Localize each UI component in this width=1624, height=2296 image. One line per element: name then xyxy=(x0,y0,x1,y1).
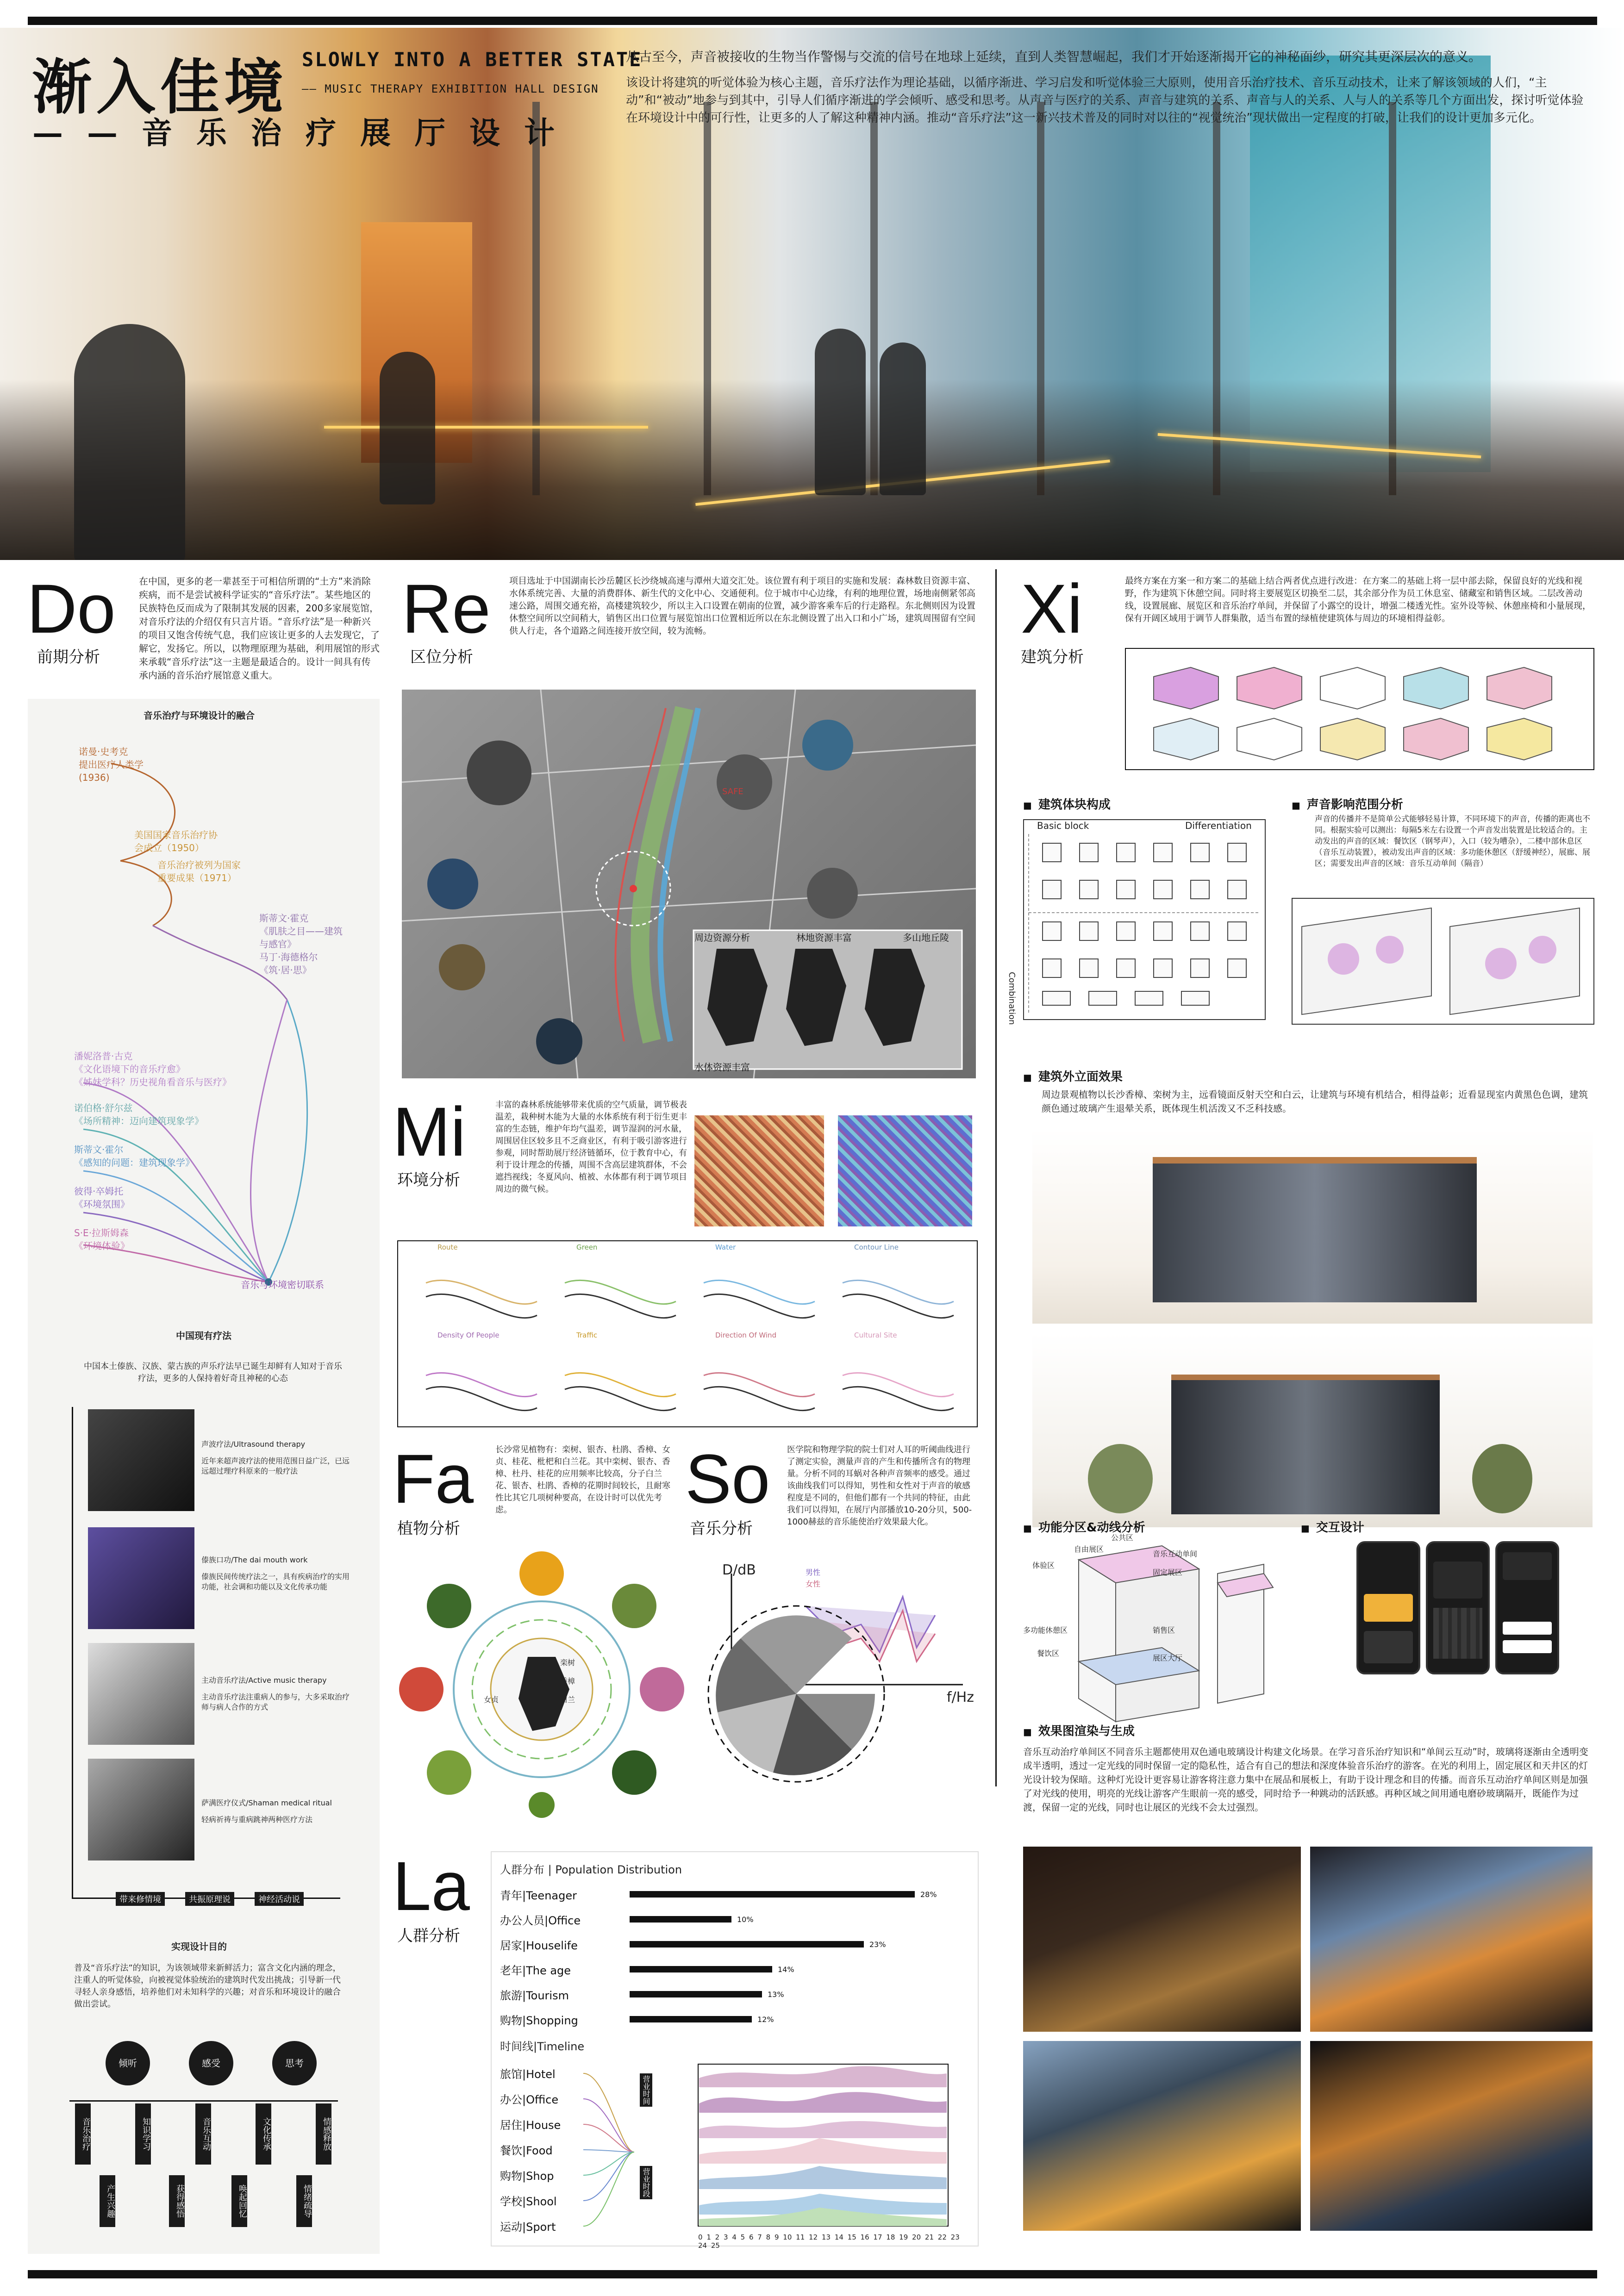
section-do-title: Do xyxy=(27,570,116,647)
render-text: 音乐互动治疗单间区不同音乐主题都使用双色通电玻璃设计构建文化场景。在学习音乐治疗知识和“单间云互动”时，玻璃将逐渐由全透明变成半透明，透过一定光线的同时保留一定的隐私性，适合有自己的想法和深度体验音乐治疗的游客。在光的利用上，固定展区和天井区的灯光设计较为保暗。这种灯光设计更容易让游客将注意力集中在展品和展板上，有助于设计理念和目的传播。而音乐互动治疗单间区则是加强了对光线的使用，明亮的光线让游客产生眼前一亮的感受，同时给予一种跳动的活跃感。再种区域之间用通电磨砂玻璃隔开，既能作为过渡，保留一定的光线，同时也让展区的光线不会太过强烈。 xyxy=(1023,1746,1588,1813)
hour-tick: 20 xyxy=(912,2233,921,2241)
environment-heatmap-2 xyxy=(838,1115,972,1226)
goal-box: 情感释放 xyxy=(316,2103,331,2165)
basic-block-board xyxy=(1023,819,1266,1020)
pop-label: 老年|The age xyxy=(500,1964,571,1977)
env-map-label: Direction Of Wind xyxy=(715,1331,777,1339)
section-fa-text: 长沙常见植物有：栾树、银杏、杜鹃、香樟、女贞、桂花、枇杷和白兰花。其中栾树、银杏、香樟、杜丹、桂花的应用频率比较高，分子白兰花、银杏、杜鹃、香樟的花期时间较长，且耐寒性比其它几项树种要高，在设计时可以优先考虑。 xyxy=(495,1445,670,1515)
timeline-hours xyxy=(698,2233,971,2250)
place-label: 餐饮|Food xyxy=(500,2144,553,2157)
section-xi-subtitle: 建筑分析 xyxy=(1021,648,1084,666)
hour-tick: 2 xyxy=(715,2233,720,2241)
poster-title-en: SLOWLY INTO A BETTER STATE xyxy=(302,48,643,71)
phone-mockup-2 xyxy=(1426,1541,1490,1674)
top-rule xyxy=(28,17,1597,25)
hour-tick: 13 xyxy=(821,2233,831,2241)
zone-label: 多功能休憩区 xyxy=(1023,1626,1068,1635)
therapy-item xyxy=(201,1439,350,1476)
pop-bar xyxy=(630,1941,864,1948)
flow-item: 共振原理说 xyxy=(185,1892,234,1906)
do-heading-3-text: 普及“音乐疗法”的知识，为该领域带来新鲜活力；富含文化内涵的理念，注重人的听觉体验，向被视觉体验统治的建筑时代发出挑战；引导新一代寻轻人亲身感悟，培养他们对未知科学的兴趣；对音乐和环境设计的融合做出尝试。 xyxy=(74,1963,341,2009)
section-xi-text: 最终方案在方案一和方案二的基础上结合两者优点进行改进：在方案二的基础上将一层中部去除，保留良好的光线和视野，作为建筑下休憩空间。同时将主要展览区切换至二层，其余部分作为员工休息室、储藏室和销售区域。二层改善动线，设置展廊、展览区和音乐治疗单间，并保留了小露空的设计，增强二楼透光性。室外设等候、休憩座椅和小量展现，保有开阔区域用于调节人群集散，适当布置的绿植使建筑体与周边的环境相得益彰。 xyxy=(1125,576,1592,623)
hour-tick: 24 xyxy=(698,2241,707,2250)
hour-tick: 25 xyxy=(711,2241,720,2250)
hour-tick: 18 xyxy=(886,2233,895,2241)
env-map-label: Density Of People xyxy=(437,1331,500,1339)
interior-render-2 xyxy=(1310,1847,1593,2032)
therapy-photo-dai xyxy=(88,1527,194,1629)
section-mi-subtitle: 环境分析 xyxy=(397,1171,460,1189)
section-la-title: La xyxy=(393,1847,470,1925)
building-facade xyxy=(1153,1157,1477,1302)
hour-tick: 10 xyxy=(783,2233,792,2241)
hour-tick: 6 xyxy=(749,2233,754,2241)
do-heading-2: 中国现有疗法 xyxy=(176,1330,231,1341)
goal-badge: 思考 xyxy=(272,2041,317,2085)
do-heading-2-text: 中国本土傣族、汉族、蒙古族的声乐疗法早已诞生却鲜有人知对于音乐疗法，更多的人保持着好奇且神秘的心态 xyxy=(84,1362,342,1383)
env-map-label: Traffic xyxy=(576,1331,598,1339)
place-label: 购物|Shop xyxy=(500,2170,554,2183)
therapy-item xyxy=(201,1555,350,1592)
pop-label: 青年|Teenager xyxy=(500,1889,577,1902)
timeline-item: 彼得·卒姆托 《环境氛围》 xyxy=(74,1186,130,1210)
do-heading-3: 实现设计目的 xyxy=(171,1941,227,1952)
timeline-curves xyxy=(28,722,380,1300)
map-roads xyxy=(402,690,976,1078)
facade-text: 周边景观植物以长沙香樟、栾树为主，远看镜面反射天空和白云，让建筑与环境有机结合，相得益彰；近看显现室内黄黑色色调，建筑颜色通过玻璃产生退晕关系，既体现生机活泼又不乏科技感。 xyxy=(1042,1089,1588,1114)
section-la-subtitle: 人群分析 xyxy=(397,1927,460,1945)
differentiation-label: Differentiation xyxy=(1185,820,1252,831)
xi-sub-4: ■ 功能分区&动线分析 xyxy=(1023,1518,1145,1535)
interior-render-1 xyxy=(1023,1847,1301,2032)
hour-tick: 4 xyxy=(732,2233,737,2241)
therapy-text: 傣族民间传统疗法之一，具有疾病治疗的实用功能，社会调和功能以及文化传承功能 xyxy=(201,1572,350,1591)
massing-options-board xyxy=(1125,648,1594,770)
poster-title-en-sub: —— MUSIC THERAPY EXHIBITION HALL DESIGN xyxy=(302,82,599,95)
sound-range-text: 声音的传播并不是简单公式能够轻易计算，不同环境下的声音，传播的距离也不同。根据实验可以测出：每隔5米左右设置一个声音发出装置是比较适合的。主动发出的声音的区域：餐饮区（钢琴声），入口（较为嘈杂），二楼中部休息区（音乐互动装置），被动发出声音的区域：多功能休憩区（舒缓神经），展廊、展区；需要发出声音的区域：音乐互动单间（隔音） xyxy=(1315,815,1590,868)
therapy-text: 轻病祈祷与重病跳神两种医疗方法 xyxy=(201,1815,313,1824)
facade-render-1 xyxy=(1032,1129,1593,1324)
basic-block-grid xyxy=(1024,820,1265,1019)
plant-label: 桂花 xyxy=(528,1695,543,1704)
hour-tick: 19 xyxy=(899,2233,908,2241)
zone-label: 固定展区 xyxy=(1153,1568,1183,1577)
goal-box: 产生兴趣 xyxy=(100,2175,115,2227)
timeline-title: 时间线|Timeline xyxy=(500,2040,585,2053)
visitor-silhouette xyxy=(880,342,926,495)
hour-tick: 17 xyxy=(873,2233,882,2241)
therapy-item xyxy=(201,1798,350,1825)
therapy-spine xyxy=(72,1407,73,1898)
population-title: 人群分布 | Population Distribution xyxy=(500,1863,682,1876)
therapy-text: 近年来超声波疗法的使用范围日益广泛，已远远超过理疗科原来的一般疗法 xyxy=(201,1456,350,1475)
intro-paragraph-2: 该设计将建筑的听觉体验为核心主题，音乐疗法作为理论基础，以循序渐进、学习启发和听觉体验三大原则，使用音乐治疗技术、音乐互动技术，让来了解该领域的人们，“主动”和“被动”地参与到其中，引导人们循序渐进的学会倾听、感受和思考。从声音与医疗的关系、声音与建筑的关系、声音与人的关系、人与人的关系等几个方面出发，探讨听觉体验在环境设计中的可行性，让更多的人了解这种精神内涵。推动“音乐疗法”这一新兴技术普及的同时对以往的“视觉统治”现状做出一定程度的打破，让我们的设计更加多元化。 xyxy=(626,76,1584,125)
map-label: 林地资源丰富 xyxy=(796,932,852,943)
timeline-item: 斯蒂文·霍尔 《感知的问题：建筑现象学》 xyxy=(74,1144,194,1168)
timeline-item: 潘妮洛普·古克 《文化语境下的音乐疗愈》 《姊妹学科？历史视角看音乐与医疗》 xyxy=(74,1051,231,1088)
place-label: 办公|Office xyxy=(500,2093,559,2106)
goal-box: 知识学习 xyxy=(135,2103,151,2165)
visitor-silhouette xyxy=(74,324,185,560)
pop-label: 购物|Shopping xyxy=(500,2014,578,2027)
so-y-label: D/dB xyxy=(722,1562,756,1578)
section-do-text: 在中国，更多的老一辈甚至于可相信所谓的“土方”来消除疾病，而不是尝试被科学证实的“音乐疗法”。某些地区的民族特色反而成为了限制其发展的因素，200多家展览馆，对音乐疗法的介绍仅有只言片语。“音乐疗法”是一种新兴的项目又饱含传统气息，我们应该让更多的人去发现它，了解它，发扬它。所以，以物理原理为基础，利用展馆的形式来承载“音乐疗法”这一主题是最适合的。设计一间具有传承内涵的音乐治疗展馆意义重大。 xyxy=(139,576,380,681)
section-re-title: Re xyxy=(402,570,491,647)
bottom-rule xyxy=(28,2270,1597,2278)
env-map-label: Green xyxy=(576,1243,598,1251)
place-label: 学校|Shool xyxy=(500,2195,557,2208)
column-divider xyxy=(995,569,997,1786)
plant-label: 栾树 xyxy=(560,1658,575,1667)
hero-floor xyxy=(0,380,1624,560)
place-label: 运动|Sport xyxy=(500,2221,556,2234)
combination-label: Combination xyxy=(1007,972,1017,1025)
hour-tick: 0 xyxy=(698,2233,703,2241)
therapy-photo-ultrasound xyxy=(88,1409,194,1511)
zone-label: 餐饮区 xyxy=(1037,1649,1060,1658)
xi-sub-1: ■ 建筑体块构成 xyxy=(1023,795,1111,812)
zone-label: 自由展区 xyxy=(1074,1545,1104,1554)
section-xi-title: Xi xyxy=(1021,570,1083,647)
pop-label: 居家|Houselife xyxy=(500,1939,578,1952)
pop-bar xyxy=(630,2016,752,2022)
visitor-silhouette xyxy=(815,329,866,495)
pop-label: 办公人员|Office xyxy=(500,1914,581,1927)
env-map-label: Water xyxy=(715,1243,736,1251)
phone-equalizer[interactable] xyxy=(1433,1608,1482,1659)
massing-options xyxy=(1126,649,1593,769)
zone-label: 音乐互动单间 xyxy=(1153,1549,1198,1558)
pop-percent: 13% xyxy=(768,1990,784,1999)
phone-button[interactable] xyxy=(1503,1640,1552,1653)
tree xyxy=(1472,1444,1532,1513)
timeline-item: 斯蒂文·霍克 《肌肤之目——建筑 与感官》 马丁·海德格尔 《筑·居·思》 xyxy=(259,913,343,976)
timeline-item: 诺曼·史考克 提出医疗人类学 (1936) xyxy=(79,746,144,783)
zone-label: 公共区 xyxy=(1111,1533,1134,1542)
basic-block-label: Basic block xyxy=(1037,820,1089,831)
interior-render-3 xyxy=(1023,2041,1301,2231)
hour-tick: 7 xyxy=(757,2233,762,2241)
env-map-label: Route xyxy=(437,1243,458,1251)
hour-tick: 8 xyxy=(766,2233,771,2241)
section-so-title: So xyxy=(685,1440,770,1518)
plant-label: 白兰 xyxy=(560,1695,575,1704)
therapy-title: 主动音乐疗法/Active music therapy xyxy=(201,1676,327,1685)
xi-sub-5: ■ 交互设计 xyxy=(1301,1518,1364,1535)
goal-badge: 感受 xyxy=(189,2041,233,2085)
env-map-label: Contour Line xyxy=(854,1243,899,1251)
section-so-text: 医学院和物理学院的院士们对人耳的听阈曲线进行了测定实验，测量声音的产生和传播所含有的物理量。分析不同的耳蜗对各种声音频率的感受。通过该曲线我们可以得知，男性和女性对于声音的敏感程度是不同的，但他们都有一个共同的特征，由此我们可以得知，在展厅内部播放10-20分贝，500-1000赫兹的音乐能使治疗效果最大化。 xyxy=(787,1445,972,1527)
section-so-subtitle: 音乐分析 xyxy=(690,1519,753,1538)
goal-box: 唤起回忆 xyxy=(231,2175,247,2227)
hour-tick: 15 xyxy=(847,2233,856,2241)
sound-range-diagram xyxy=(1293,899,1593,1024)
hour-tick: 21 xyxy=(924,2233,934,2241)
do-heading: 音乐治疗与环境设计的融合 xyxy=(144,710,255,721)
goal-box: 音乐互动 xyxy=(195,2103,211,2165)
pop-bar xyxy=(630,1891,915,1898)
zone-label: 体验区 xyxy=(1032,1561,1055,1570)
goal-line xyxy=(69,2100,338,2102)
hour-tick: 5 xyxy=(740,2233,745,2241)
timeline-axis-label: 营业时间 xyxy=(640,2073,652,2107)
therapy-photo-active xyxy=(88,1643,194,1745)
env-map-label: Cultural Site xyxy=(854,1331,897,1339)
section-fa-subtitle: 植物分析 xyxy=(397,1519,460,1538)
hour-tick: 1 xyxy=(706,2233,711,2241)
therapy-title: 傣族口功/The dai mouth work xyxy=(201,1556,308,1564)
timeline-item: 诺伯格·舒尔兹 《场所精神：迈向建筑现象学》 xyxy=(74,1102,204,1126)
phone-mockup-3 xyxy=(1495,1541,1559,1674)
goal-box: 获得感悟 xyxy=(169,2175,185,2227)
zone-label: 销售区 xyxy=(1153,1626,1175,1635)
hour-tick: 23 xyxy=(950,2233,960,2241)
building-facade xyxy=(1171,1375,1440,1514)
phone-card[interactable] xyxy=(1433,1562,1482,1599)
therapy-photo-shaman xyxy=(88,1759,194,1860)
pop-percent: 12% xyxy=(757,2015,774,2024)
hour-tick: 12 xyxy=(809,2233,818,2241)
phone-card[interactable] xyxy=(1364,1631,1413,1663)
plant-label: 银杏 xyxy=(528,1658,543,1667)
so-legend: 女性 xyxy=(806,1580,821,1588)
poster-subtitle-cn: ——音乐治疗展厅设计 xyxy=(32,115,579,151)
section-do-subtitle: 前期分析 xyxy=(37,648,100,666)
pop-percent: 28% xyxy=(920,1890,937,1899)
pop-percent: 23% xyxy=(869,1940,886,1949)
goal-badge: 倾听 xyxy=(106,2041,150,2085)
tree xyxy=(1088,1444,1153,1513)
timeline-item: S·E·拉斯姆森 《环境体验》 xyxy=(74,1227,130,1251)
environment-heatmap-1 xyxy=(694,1115,824,1226)
hour-tick: 22 xyxy=(937,2233,947,2241)
interior-render-4 xyxy=(1310,2041,1593,2231)
xi-sub-2: ■ 声音影响范围分析 xyxy=(1292,795,1403,812)
plant-label: 杜鹃 xyxy=(528,1677,543,1686)
section-mi-text: 丰富的森林系统能够带来优质的空气质量，调节极表温差，栽种树木能为大量的水体系统有利于衍生更丰富的生态链，维护年均气温差，调节湿润的河水量，周围居住区较多且不乏商业区，有利于吸引游客进行参观，同时帮助展厅经济链循环，位于教育中心，有利于设计理念的传播，周围不含高层建筑群体，不会遮挡视线；冬夏风向、植被、水体都有利于调节项目周边的微气候。 xyxy=(495,1100,687,1194)
timeline-axis-label: 营业时段 xyxy=(640,2166,652,2199)
flow-item: 神经活动说 xyxy=(255,1892,304,1906)
pop-bar xyxy=(630,1991,762,1997)
section-re-text: 项目选址于中国湖南长沙岳麓区长沙绕城高速与潭州大道交汇处。该位置有利于项目的实施和发展：森林数目资源丰富、水体系统完善、大量的消费群体、新生代的文化中心、交通便利。位于城市中心边缘，有利的地理位置，场地南侧紧邻高速公路，周围交通充裕，高楼建筑较少，所以主入口设置在朝南的位置，减少游客乘车后的行走路程。东北侧则因为设置休整空间所以空间稍大，销售区出口位置与展览馆出口位置相近所以在东北侧设置了出入口和小广场，建筑周围留有空间供人行走，各个道路之间连接开放空间，较为流畅。 xyxy=(509,576,976,636)
hour-tick: 16 xyxy=(860,2233,869,2241)
pop-percent: 10% xyxy=(737,1915,754,1924)
map-label: 多山地丘陵 xyxy=(903,932,949,943)
map-label: 周边资源分析 xyxy=(694,932,750,943)
map-label: 水体资源丰富 xyxy=(694,1062,750,1073)
poster-title-cn: 渐入佳境 xyxy=(32,53,288,122)
zone-label: 展区大厅 xyxy=(1153,1654,1183,1662)
goal-box: 音乐治疗 xyxy=(75,2103,91,2165)
therapy-title: 萨满医疗仪式/Shaman medical ritual xyxy=(201,1798,332,1807)
so-legend: 男性 xyxy=(806,1568,821,1577)
map-marker-label: SAFE xyxy=(722,787,743,796)
therapy-title: 声波疗法/Ultrasound therapy xyxy=(201,1440,306,1449)
therapy-text: 主动音乐疗法注重病人的参与，大多采取治疗师与病人合作的方式 xyxy=(201,1692,350,1711)
hour-tick: 9 xyxy=(774,2233,779,2241)
goal-box: 文化传承 xyxy=(256,2103,271,2165)
intro-paragraph-1: 从古至今，声音被接收的生物当作警惕与交流的信号在地球上延续，直到人类智慧崛起，我们才开始逐渐揭开它的神秘面纱，研究其更深层次的意义。 xyxy=(626,49,1482,64)
intro-text xyxy=(626,48,1589,127)
facade-render-2 xyxy=(1032,1333,1593,1527)
place-label: 居住|House xyxy=(500,2119,561,2132)
therapy-item xyxy=(201,1675,350,1712)
plant-label: 香樟 xyxy=(560,1677,575,1686)
phone-mockup-1 xyxy=(1356,1541,1420,1674)
place-label: 旅馆|Hotel xyxy=(500,2068,556,2081)
timeline-item: 音乐治疗被列为国家 重要成果（1971） xyxy=(157,859,241,884)
so-x-label: f/Hz xyxy=(947,1689,974,1705)
timeline-stream-chart xyxy=(579,2060,968,2235)
floor-light-strip xyxy=(324,426,648,429)
hour-tick: 11 xyxy=(796,2233,805,2241)
pop-bar xyxy=(630,1916,731,1923)
flow-item: 带来修情境 xyxy=(116,1892,165,1906)
merge-label: 音乐与环境密切联系 xyxy=(241,1279,324,1290)
phone-card[interactable] xyxy=(1503,1552,1552,1580)
xi-sub-6: ■ 效果图渲染与生成 xyxy=(1023,1722,1135,1739)
location-map xyxy=(402,690,976,1078)
section-mi-title: Mi xyxy=(393,1093,466,1170)
pop-bar xyxy=(630,1966,772,1972)
plant-label: 女贞 xyxy=(484,1695,499,1704)
section-fa-title: Fa xyxy=(393,1440,474,1518)
goal-box: 情绪疏导 xyxy=(296,2175,312,2227)
visitor-silhouette xyxy=(380,352,435,504)
timeline-item: 美国国家音乐治疗协 会成立（1950） xyxy=(134,829,218,853)
phone-card[interactable] xyxy=(1364,1594,1413,1622)
pop-label: 旅游|Tourism xyxy=(500,1989,569,2002)
hour-tick: 14 xyxy=(834,2233,843,2241)
pop-percent: 14% xyxy=(778,1965,794,1974)
hour-tick: 3 xyxy=(723,2233,728,2241)
xi-sub-3: ■ 建筑外立面效果 xyxy=(1023,1067,1123,1084)
phone-button[interactable] xyxy=(1503,1622,1552,1635)
sound-range-plans xyxy=(1292,898,1594,1025)
section-re-subtitle: 区位分析 xyxy=(410,648,473,666)
hearing-curve-chart xyxy=(685,1555,981,1833)
